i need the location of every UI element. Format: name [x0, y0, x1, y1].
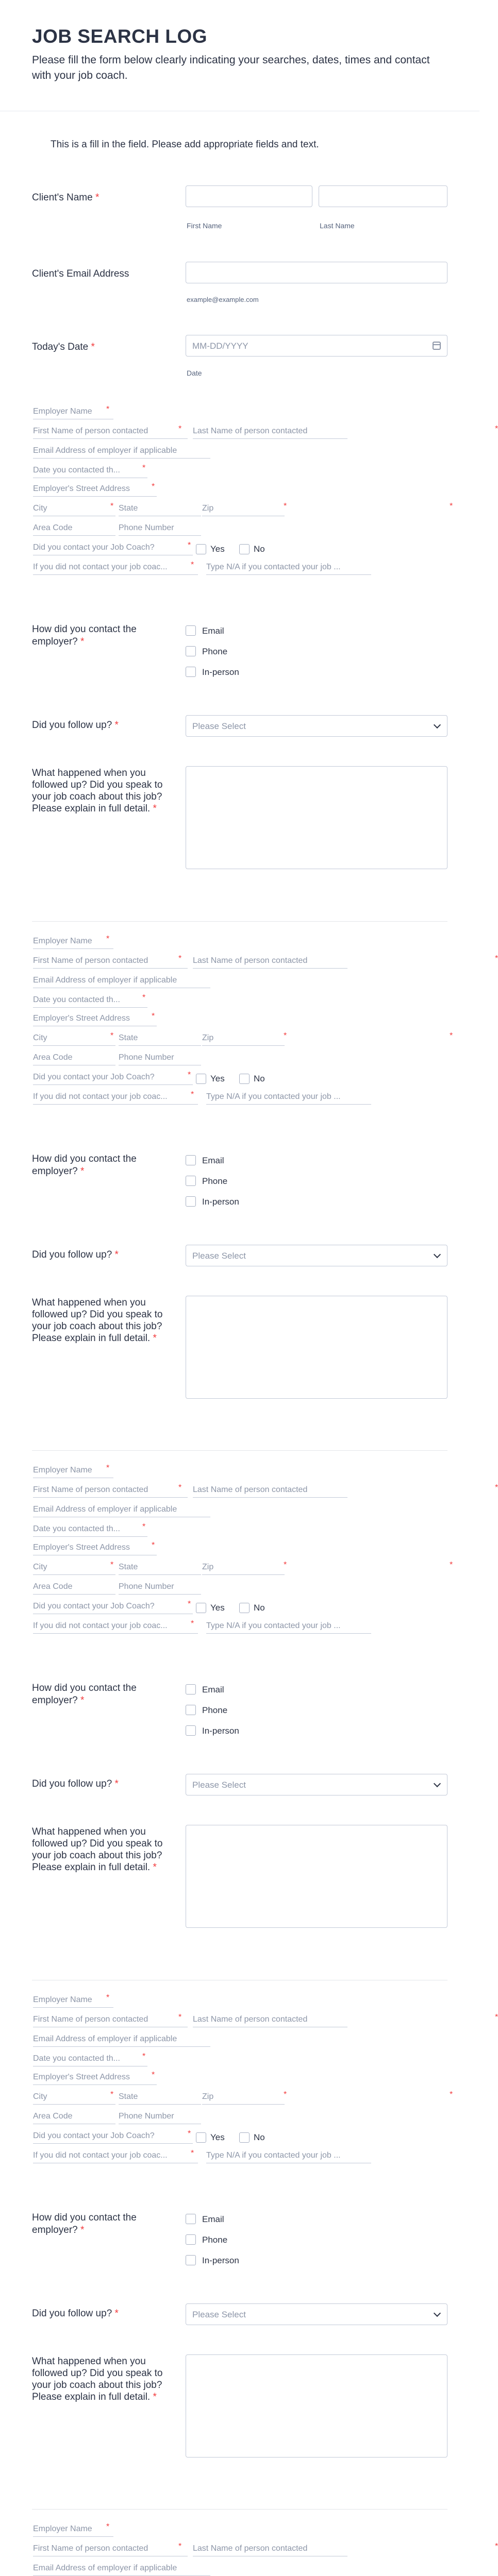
how-contact-label: How did you contact the employer? *	[32, 1683, 137, 1706]
type-na-input[interactable]: Type N/A if you contacted your job ...	[206, 2151, 371, 2163]
required-star: *	[495, 1483, 498, 1492]
contact-coach-field[interactable]: Did you contact your Job Coach? *	[33, 1602, 193, 1614]
required-star: *	[495, 954, 498, 963]
required-star: *	[152, 2071, 155, 2079]
phone-number-input[interactable]: Phone Number	[119, 1053, 201, 1065]
client-first-name-input[interactable]	[186, 185, 312, 207]
client-last-name-input[interactable]	[319, 185, 447, 207]
contact-phone-checkbox[interactable]	[186, 1176, 196, 1186]
contact-inperson-checkbox[interactable]	[186, 667, 196, 677]
what-happened-label: What happened when you followed up? Did you speak to your job coach about this job? Please explain in full detail. *	[32, 1826, 163, 1873]
employer-email-input[interactable]: Email Address of employer if applicable	[33, 446, 210, 459]
required-star: *	[495, 425, 498, 433]
phone-number-input[interactable]: Phone Number	[119, 2112, 201, 2124]
how-contact-row	[32, 623, 447, 685]
what-happened-textarea[interactable]	[186, 766, 447, 869]
coach-no-label: No	[254, 544, 265, 554]
street-address-input[interactable]: Employer's Street Address *	[33, 1543, 157, 1555]
date-contacted-input[interactable]: Date you contacted th... *	[33, 466, 147, 478]
what-happened-row	[32, 766, 447, 869]
required-star: *	[106, 1993, 110, 2002]
state-input[interactable]: State *	[119, 2092, 201, 2105]
required-star: *	[178, 954, 182, 963]
employer-name-input[interactable]: Employer Name *	[33, 1466, 113, 1478]
follow-up-select[interactable]	[186, 2303, 447, 2325]
no-coach-reason-input[interactable]: If you did not contact your job coac... *	[33, 1621, 198, 1634]
employer-name-input[interactable]: Employer Name *	[33, 1995, 113, 2008]
client-email-row	[32, 262, 447, 308]
today-date-input[interactable]	[186, 335, 447, 357]
required-star: *	[110, 502, 114, 511]
contact-option-label: In-person	[202, 667, 239, 677]
page-title: JOB SEARCH LOG	[32, 26, 208, 47]
what-happened-row	[32, 2354, 447, 2458]
required-star: *	[106, 405, 110, 414]
contact-inperson-checkbox[interactable]	[186, 2255, 196, 2265]
city-input[interactable]: City *	[33, 1033, 115, 1046]
area-code-input[interactable]: Area Code	[33, 2112, 115, 2124]
street-address-input[interactable]: Employer's Street Address *	[33, 2073, 157, 2085]
client-email-input[interactable]	[186, 262, 447, 283]
how-contact-row	[32, 1153, 447, 1215]
coach-no-checkbox[interactable]	[239, 2132, 250, 2143]
area-code-input[interactable]: Area Code	[33, 1582, 115, 1595]
required-star: *	[191, 2149, 194, 2158]
no-coach-reason-input[interactable]: If you did not contact your job coac... *	[33, 563, 198, 575]
contact-email-checkbox[interactable]	[186, 625, 196, 636]
contact-option-label: Phone	[202, 2235, 228, 2245]
follow-up-row	[32, 715, 447, 741]
follow-up-label: Did you follow up? *	[32, 2308, 119, 2319]
required-star: *	[191, 1619, 194, 1628]
coach-no-checkbox[interactable]	[239, 544, 250, 554]
last-name-contact-input[interactable]: Last Name of person contacted *	[193, 2015, 347, 2027]
required-star: *	[188, 2129, 191, 2138]
follow-up-row	[32, 1245, 447, 1270]
contact-option-label: Phone	[202, 1705, 228, 1715]
what-happened-textarea[interactable]	[186, 2354, 447, 2458]
required-star: *	[284, 1561, 287, 1569]
required-star: *	[188, 1071, 191, 1079]
date-contacted-input[interactable]: Date you contacted th... *	[33, 1524, 147, 1537]
employer-email-input[interactable]: Email Address of employer if applicable	[33, 1505, 210, 1517]
required-star: *	[152, 1012, 155, 1021]
follow-up-row	[32, 2303, 447, 2329]
intro-text: This is a fill in the field. Please add appropriate fields and text.	[51, 139, 319, 150]
contact-email-checkbox[interactable]	[186, 1684, 196, 1694]
date-sublabel: Date	[187, 369, 202, 377]
select-placeholder: Please Select	[192, 1780, 246, 1790]
select-placeholder: Please Select	[192, 1251, 246, 1261]
required-star: *	[178, 1483, 182, 1492]
required-star: *	[450, 1031, 453, 1040]
select-placeholder: Please Select	[192, 2310, 246, 2319]
contact-option-label: Email	[202, 1156, 224, 1165]
zip-input[interactable]: Zip *	[202, 504, 285, 516]
required-star: *	[142, 2052, 146, 2061]
contact-inperson-checkbox[interactable]	[186, 1725, 196, 1736]
what-happened-textarea[interactable]	[186, 1296, 447, 1399]
employer-contact-block	[32, 405, 498, 577]
contact-phone-checkbox[interactable]	[186, 2234, 196, 2245]
last-name-contact-input[interactable]: Last Name of person contacted *	[193, 427, 347, 439]
page-subtitle: Please fill the form below clearly indicating your searches, dates, times and contact with your job coach.	[32, 54, 430, 81]
last-name-contact-input[interactable]: Last Name of person contacted *	[193, 2544, 347, 2556]
coach-yes-label: Yes	[210, 544, 225, 554]
follow-up-label: Did you follow up? *	[32, 720, 119, 731]
coach-yes-label: Yes	[210, 1603, 225, 1613]
zip-input[interactable]: Zip *	[202, 2092, 285, 2105]
employer-email-input[interactable]: Email Address of employer if applicable	[33, 976, 210, 988]
coach-yes-checkbox[interactable]	[196, 2132, 206, 2143]
street-address-input[interactable]: Employer's Street Address *	[33, 1014, 157, 1026]
last-name-contact-input[interactable]: Last Name of person contacted *	[193, 956, 347, 969]
section-divider	[32, 2509, 447, 2510]
required-star: *	[110, 1031, 114, 1040]
employer-contact-block	[32, 1993, 498, 2165]
follow-up-label: Did you follow up? *	[32, 1249, 119, 1260]
required-star: *	[106, 1464, 110, 1472]
employer-email-input[interactable]: Email Address of employer if applicable	[33, 2564, 210, 2576]
state-input[interactable]: State *	[119, 504, 201, 516]
city-input[interactable]: City *	[33, 2092, 115, 2105]
employer-contact-block	[32, 2522, 498, 2576]
contact-email-checkbox[interactable]	[186, 1155, 196, 1165]
date-contacted-input[interactable]: Date you contacted th... *	[33, 2054, 147, 2066]
required-star: *	[284, 502, 287, 511]
select-placeholder: Please Select	[192, 721, 246, 731]
area-code-input[interactable]: Area Code	[33, 1053, 115, 1065]
client-name-row	[32, 185, 447, 237]
zip-input[interactable]: Zip *	[202, 1033, 285, 1046]
chevron-down-icon	[434, 2310, 441, 2317]
required-star: *	[450, 502, 453, 511]
date-placeholder: MM-DD/YYYY	[192, 341, 248, 351]
contact-option-label: In-person	[202, 1726, 239, 1736]
what-happened-label: What happened when you followed up? Did you speak to your job coach about this job? Please explain in full detail. *	[32, 2356, 163, 2402]
first-name-contact-input[interactable]: First Name of person contacted *	[33, 427, 188, 439]
contact-option-label: Email	[202, 1685, 224, 1694]
zip-input[interactable]: Zip *	[202, 1563, 285, 1575]
required-star: *	[284, 2090, 287, 2099]
coach-yes-checkbox[interactable]	[196, 544, 206, 554]
last-name-sublabel: Last Name	[320, 222, 355, 230]
first-name-sublabel: First Name	[187, 222, 222, 230]
contact-option-label: Email	[202, 626, 224, 636]
no-coach-reason-input[interactable]: If you did not contact your job coac... *	[33, 2151, 198, 2163]
coach-no-label: No	[254, 2132, 265, 2142]
client-name-label: Client's Name *	[32, 192, 99, 203]
contact-phone-checkbox[interactable]	[186, 646, 196, 656]
contact-phone-checkbox[interactable]	[186, 1705, 196, 1715]
contact-option-label: Phone	[202, 1176, 228, 1186]
contact-option-label: In-person	[202, 2256, 239, 2265]
required-star: *	[142, 464, 146, 472]
how-contact-row	[32, 1682, 447, 1744]
type-na-input[interactable]: Type N/A if you contacted your job ...	[206, 563, 371, 575]
phone-number-input[interactable]: Phone Number	[119, 523, 201, 536]
state-input[interactable]: State *	[119, 1563, 201, 1575]
required-star: *	[188, 541, 191, 550]
employer-email-input[interactable]: Email Address of employer if applicable	[33, 2035, 210, 2047]
contact-option-label: In-person	[202, 1197, 239, 1207]
coach-yes-label: Yes	[210, 1074, 225, 1083]
coach-yes-label: Yes	[210, 2132, 225, 2142]
required-star: *	[178, 2013, 182, 2022]
required-star: *	[106, 2522, 110, 2531]
contact-coach-field[interactable]: Did you contact your Job Coach? *	[33, 1073, 193, 1085]
what-happened-label: What happened when you followed up? Did you speak to your job coach about this job? Please explain in full detail. *	[32, 1297, 163, 1344]
contact-inperson-checkbox[interactable]	[186, 1196, 196, 1207]
how-contact-label: How did you contact the employer? *	[32, 2212, 137, 2235]
required-star: *	[106, 935, 110, 943]
coach-no-checkbox[interactable]	[239, 1603, 250, 1613]
date-contacted-input[interactable]: Date you contacted th... *	[33, 995, 147, 1008]
contact-coach-field[interactable]: Did you contact your Job Coach? *	[33, 2131, 193, 2144]
required-star: *	[110, 1561, 114, 1569]
required-star: *	[495, 2013, 498, 2022]
required-star: *	[450, 2090, 453, 2099]
state-input[interactable]: State *	[119, 1033, 201, 1046]
follow-up-select[interactable]	[186, 715, 447, 737]
follow-up-row	[32, 1774, 447, 1800]
contact-email-checkbox[interactable]	[186, 2214, 196, 2224]
required-star: *	[450, 1561, 453, 1569]
email-sublabel: example@example.com	[187, 296, 259, 303]
employer-name-input[interactable]: Employer Name *	[33, 2524, 113, 2537]
how-contact-row	[32, 2212, 447, 2274]
today-date-label: Today's Date *	[32, 342, 95, 352]
required-star: *	[178, 425, 182, 433]
required-star: *	[142, 1522, 146, 1531]
follow-up-label: Did you follow up? *	[32, 1778, 119, 1789]
first-name-contact-input[interactable]: First Name of person contacted *	[33, 956, 188, 969]
contact-coach-field[interactable]: Did you contact your Job Coach? *	[33, 543, 193, 555]
chevron-down-icon	[434, 1780, 441, 1787]
last-name-contact-input[interactable]: Last Name of person contacted *	[193, 1485, 347, 1498]
what-happened-row	[32, 1296, 447, 1399]
client-email-label: Client's Email Address	[32, 268, 129, 279]
coach-yes-checkbox[interactable]	[196, 1074, 206, 1084]
section-divider	[32, 1450, 447, 1451]
employer-contact-block	[32, 935, 498, 1107]
required-star: *	[495, 2542, 498, 2551]
today-date-row	[32, 335, 447, 381]
type-na-input[interactable]: Type N/A if you contacted your job ...	[206, 1621, 371, 1634]
employer-name-input[interactable]: Employer Name *	[33, 937, 113, 949]
first-name-contact-input[interactable]: First Name of person contacted *	[33, 1485, 188, 1498]
required-star: *	[284, 1031, 287, 1040]
calendar-icon[interactable]	[433, 342, 441, 350]
contact-option-label: Phone	[202, 647, 228, 656]
area-code-input[interactable]: Area Code	[33, 523, 115, 536]
required-star: *	[191, 1090, 194, 1099]
follow-up-select[interactable]	[186, 1774, 447, 1795]
first-name-contact-input[interactable]: First Name of person contacted *	[33, 2015, 188, 2027]
required-star: *	[142, 993, 146, 1002]
required-star: *	[110, 2090, 114, 2099]
form-header	[0, 0, 479, 111]
coach-no-label: No	[254, 1603, 265, 1613]
no-coach-reason-input[interactable]: If you did not contact your job coac... *	[33, 1092, 198, 1105]
required-star: *	[191, 561, 194, 569]
section-divider	[32, 921, 447, 922]
first-name-contact-input[interactable]: First Name of person contacted *	[33, 2544, 188, 2556]
coach-no-checkbox[interactable]	[239, 1074, 250, 1084]
required-star: *	[152, 1541, 155, 1550]
required-star: *	[188, 1600, 191, 1608]
coach-no-label: No	[254, 1074, 265, 1083]
how-contact-label: How did you contact the employer? *	[32, 1154, 137, 1177]
chevron-down-icon	[434, 1251, 441, 1258]
required-star: *	[152, 482, 155, 491]
coach-yes-checkbox[interactable]	[196, 1603, 206, 1613]
what-happened-label: What happened when you followed up? Did you speak to your job coach about this job? Please explain in full detail. *	[32, 768, 163, 814]
what-happened-row	[32, 1825, 447, 1928]
city-input[interactable]: City *	[33, 504, 115, 516]
street-address-input[interactable]: Employer's Street Address *	[33, 484, 157, 497]
follow-up-select[interactable]	[186, 1245, 447, 1266]
contact-option-label: Email	[202, 2214, 224, 2224]
chevron-down-icon	[434, 721, 441, 728]
type-na-input[interactable]: Type N/A if you contacted your job ...	[206, 1092, 371, 1105]
city-input[interactable]: City *	[33, 1563, 115, 1575]
required-star: *	[178, 2542, 182, 2551]
how-contact-label: How did you contact the employer? *	[32, 624, 137, 647]
employer-name-input[interactable]: Employer Name *	[33, 407, 113, 419]
phone-number-input[interactable]: Phone Number	[119, 1582, 201, 1595]
what-happened-textarea[interactable]	[186, 1825, 447, 1928]
employer-contact-block	[32, 1464, 498, 1636]
